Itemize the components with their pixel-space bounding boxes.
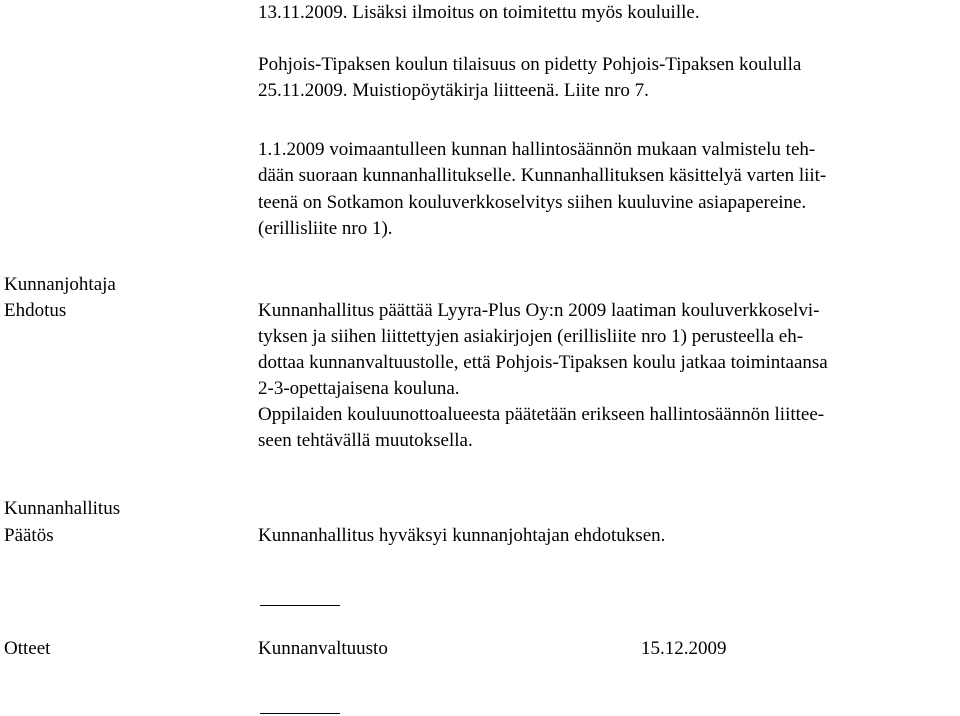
background-p3-line-4: (erillisliite nro 1).: [258, 218, 393, 239]
proposal-line-3: dottaa kunnanvaltuustolle, että Pohjois-Tipaksen koulu jatkaa toimintaansa: [258, 352, 828, 373]
background-p3-line-1: 1.1.2009 voimaantulleen kunnan hallintosäännön mukaan valmistelu teh-: [258, 139, 816, 160]
proposal-line-6: seen tehtävällä muutoksella.: [258, 430, 473, 451]
proposal-author-label: Kunnanjohtaja: [4, 274, 116, 295]
background-p2-line-1: Pohjois-Tipaksen koulun tilaisuus on pidetty Pohjois-Tipaksen koululla: [258, 54, 802, 75]
background-p3-line-2: dään suoraan kunnanhallitukselle. Kunnanhallituksen käsittelyä varten liit-: [258, 165, 827, 186]
background-p1-line-1: 13.11.2009. Lisäksi ilmoitus on toimitettu myös kouluille.: [258, 2, 700, 23]
decision-type-label: Päätös: [4, 525, 54, 546]
extracts-label: Otteet: [4, 638, 51, 659]
proposal-line-2: tyksen ja siihen liittettyjen asiakirjojen (erillisliite nro 1) perusteella eh-: [258, 326, 804, 347]
extracts-recipient: Kunnanvaltuusto: [258, 638, 388, 659]
extracts-date: 15.12.2009: [641, 638, 727, 659]
proposal-type-label: Ehdotus: [4, 300, 67, 321]
decision-body-label: Kunnanhallitus: [4, 498, 121, 519]
section-divider-top: [260, 605, 340, 606]
proposal-line-4: 2-3-opettajaisena kouluna.: [258, 378, 460, 399]
background-p2-line-2: 25.11.2009. Muistiopöytäkirja liitteenä. Liite nro 7.: [258, 80, 649, 101]
proposal-line-1: Kunnanhallitus päättää Lyyra-Plus Oy:n 2009 laatiman kouluverkkoselvi-: [258, 300, 820, 321]
proposal-line-5: Oppilaiden kouluunottoalueesta päätetään erikseen hallintosäännön liittee-: [258, 404, 825, 425]
section-divider-bottom: [260, 713, 340, 714]
background-p3-line-3: teenä on Sotkamon kouluverkkoselvitys siihen kuuluvine asiapapereine.: [258, 192, 807, 213]
decision-text: Kunnanhallitus hyväksyi kunnanjohtajan ehdotuksen.: [258, 525, 666, 546]
